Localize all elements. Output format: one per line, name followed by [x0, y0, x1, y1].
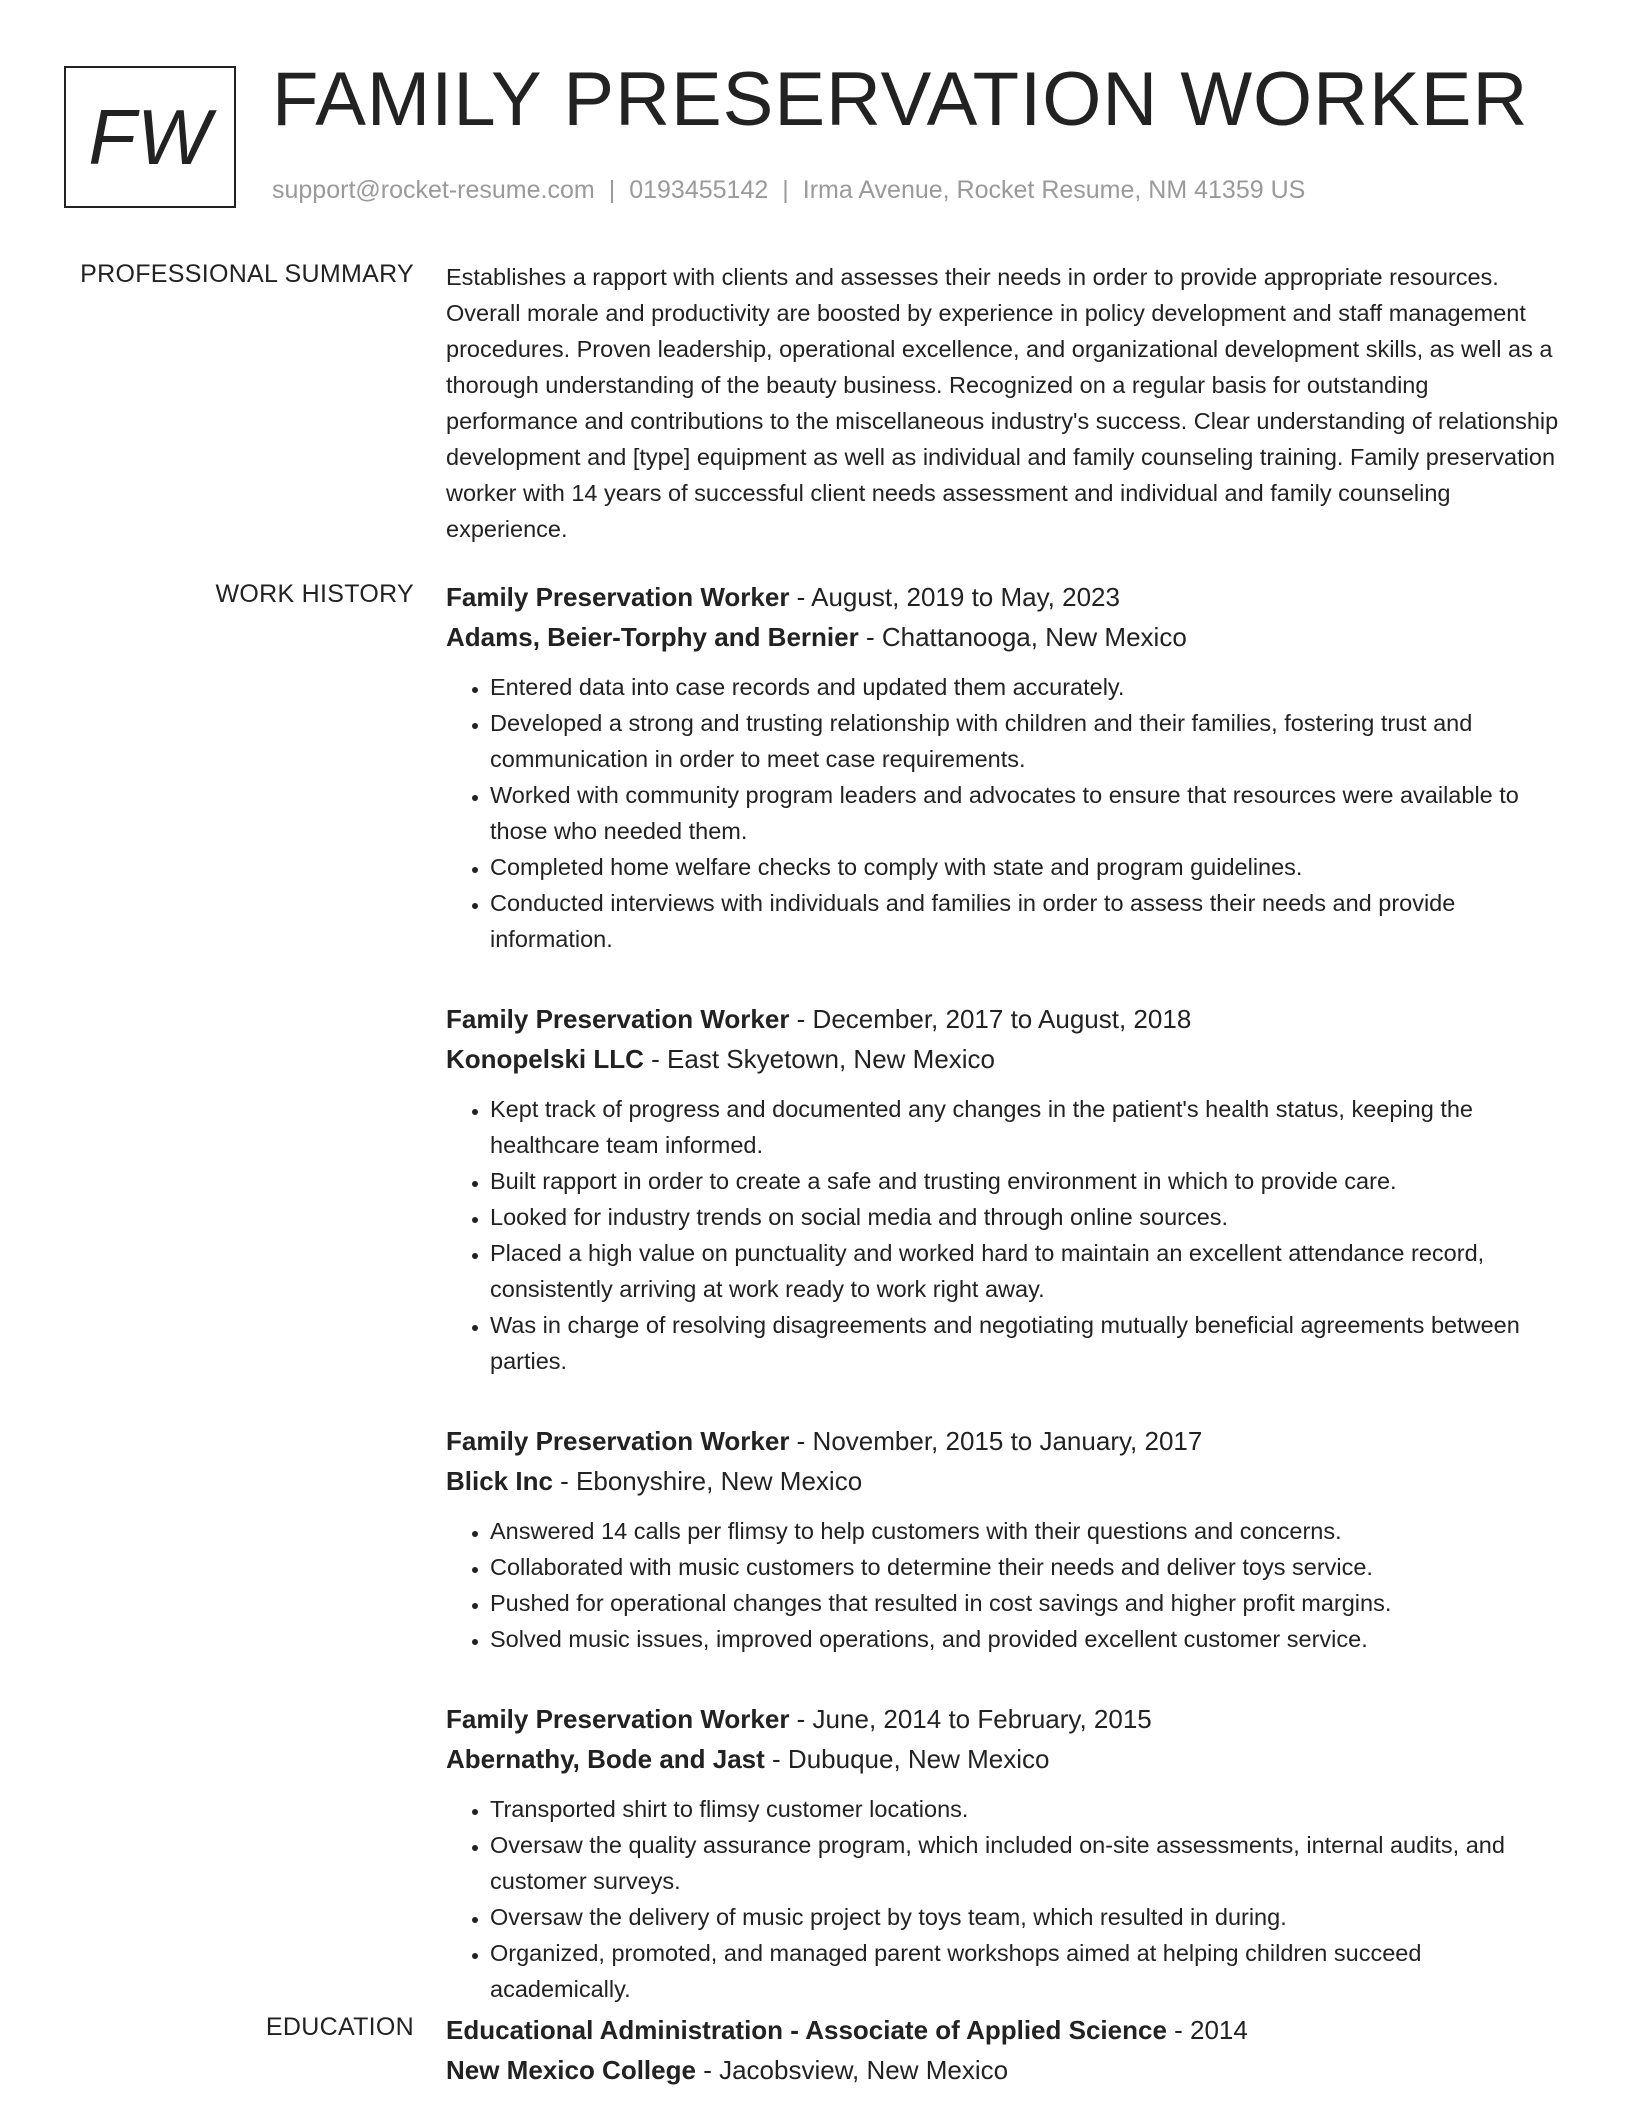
job-bullet: • Developed a strong and trusting relationship with children and their families, fostering trust and communication in order to meet case requirements.: [490, 705, 1566, 777]
job-bullets: [446, 1791, 1566, 2007]
contact-separator: |: [608, 176, 616, 204]
job-bullet: • Was in charge of resolving disagreements and negotiating mutually beneficial agreements between parties.: [490, 1307, 1566, 1379]
job-bullet: • Answered 14 calls per flimsy to help customers with their questions and concerns.: [490, 1513, 1566, 1549]
job-company: Blick Inc: [446, 1466, 553, 1496]
job-bullet: • Collaborated with music customers to determine their needs and deliver toys service.: [490, 1549, 1566, 1585]
job-location: - Ebonyshire, New Mexico: [552, 1466, 863, 1496]
job-bullet: • Solved music issues, improved operations, and provided excellent customer service.: [490, 1621, 1566, 1657]
job-dates: - June, 2014 to February, 2015: [789, 1704, 1152, 1734]
contact-address: Irma Avenue, Rocket Resume, NM 41359 US: [802, 176, 1306, 204]
education-heading: EDUCATION: [265, 2013, 414, 2041]
job-location: - East Skyetown, New Mexico: [643, 1044, 996, 1074]
job-bullets: [446, 1091, 1566, 1379]
job-entry: [446, 1421, 1566, 1657]
job-company: Abernathy, Bode and Jast: [446, 1744, 765, 1774]
education-school-line: [446, 2050, 1566, 2090]
summary-heading: PROFESSIONAL SUMMARY: [80, 260, 414, 288]
job-bullet: • Conducted interviews with individuals and families in order to assess their needs and provide information.: [490, 885, 1566, 957]
monogram-initials: FW: [88, 92, 212, 181]
job-dates: - December, 2017 to August, 2018: [789, 1004, 1192, 1034]
job-title: Family Preservation Worker: [446, 1704, 790, 1734]
job-title: Family Preservation Worker: [446, 1426, 790, 1456]
job-company-line: [446, 1739, 1566, 1779]
job-title: Family Preservation Worker: [446, 1004, 790, 1034]
contact-line: [272, 176, 1305, 205]
job-bullet: • Oversaw the quality assurance program, which included on-site assessments, internal audits, and customer surveys.: [490, 1827, 1566, 1899]
job-dates: - November, 2015 to January, 2017: [789, 1426, 1203, 1456]
job-title-line: [446, 1699, 1566, 1739]
job-title-line: [446, 999, 1566, 1039]
job-company-line: [446, 617, 1566, 657]
education-degree: Educational Administration - Associate of Applied Science: [446, 2015, 1167, 2045]
job-company-line: [446, 1039, 1566, 1079]
contact-separator: |: [782, 176, 789, 204]
job-bullets: [446, 1513, 1566, 1657]
job-location: - Dubuque, New Mexico: [764, 1744, 1050, 1774]
work-history-heading: WORK HISTORY: [215, 580, 414, 608]
job-bullet: • Completed home welfare checks to comply with state and program guidelines.: [490, 849, 1566, 885]
contact-phone: 0193455142: [629, 176, 769, 204]
job-bullets: [446, 669, 1566, 957]
job-title-line: [446, 1421, 1566, 1461]
summary-body: [446, 259, 1566, 547]
job-entry: [446, 999, 1566, 1379]
job-company: Adams, Beier-Torphy and Bernier: [446, 622, 859, 652]
job-bullet: • Oversaw the delivery of music project by toys team, which resulted in during.: [490, 1899, 1566, 1935]
monogram-box: [64, 66, 236, 208]
job-bullet: • Worked with community program leaders and advocates to ensure that resources were available to those who needed them.: [490, 777, 1566, 849]
job-bullet: • Placed a high value on punctuality and worked hard to maintain an excellent attendance record, consistently arriving at work ready to work right away.: [490, 1235, 1566, 1307]
job-bullet: • Pushed for operational changes that resulted in cost savings and higher profit margins.: [490, 1585, 1566, 1621]
job-title-line: [446, 577, 1566, 617]
job-company: Konopelski LLC: [446, 1044, 644, 1074]
job-location: - Chattanooga, New Mexico: [858, 622, 1187, 652]
education-location: - Jacobsview, New Mexico: [695, 2055, 1009, 2085]
job-bullet: • Kept track of progress and documented any changes in the patient's health status, keeping the healthcare team informed.: [490, 1091, 1566, 1163]
job-bullet: • Looked for industry trends on social media and through online sources.: [490, 1199, 1566, 1235]
job-entry: [446, 577, 1566, 957]
job-bullet: • Built rapport in order to create a safe and trusting environment in which to provide care.: [490, 1163, 1566, 1199]
page-title: FAMILY PRESERVATION WORKER: [272, 57, 1529, 142]
job-company-line: [446, 1461, 1566, 1501]
job-bullet: • Entered data into case records and updated them accurately.: [490, 669, 1566, 705]
summary-text: Establishes a rapport with clients and assesses their needs in order to provide appropriate resources. Overall morale and productivity are boosted by experience in policy development and staff management procedures. Proven leadership, operational excellence, and organizational development skills, as well as a thorough understanding of the beauty business. Recognized on a regular basis for outstanding performance and contributions to the miscellaneous industry's success. Clear understanding of relationship development and [type] equipment as well as individual and family counseling training. Family preservation worker with 14 years of successful client needs assessment and individual and family counseling experience.: [446, 264, 1559, 542]
job-bullet: • Organized, promoted, and managed parent workshops aimed at helping children succeed academically.: [490, 1935, 1566, 2007]
contact-email: support@rocket-resume.com: [272, 176, 595, 204]
job-entry: [446, 1699, 1566, 2007]
job-dates: - August, 2019 to May, 2023: [789, 582, 1120, 612]
education-body: [446, 2010, 1566, 2090]
education-year: - 2014: [1166, 2015, 1248, 2045]
work-history-body: [446, 577, 1566, 2049]
education-degree-line: [446, 2010, 1566, 2050]
job-title: Family Preservation Worker: [446, 582, 790, 612]
education-school: New Mexico College: [446, 2055, 696, 2085]
job-bullet: • Transported shirt to flimsy customer locations.: [490, 1791, 1566, 1827]
